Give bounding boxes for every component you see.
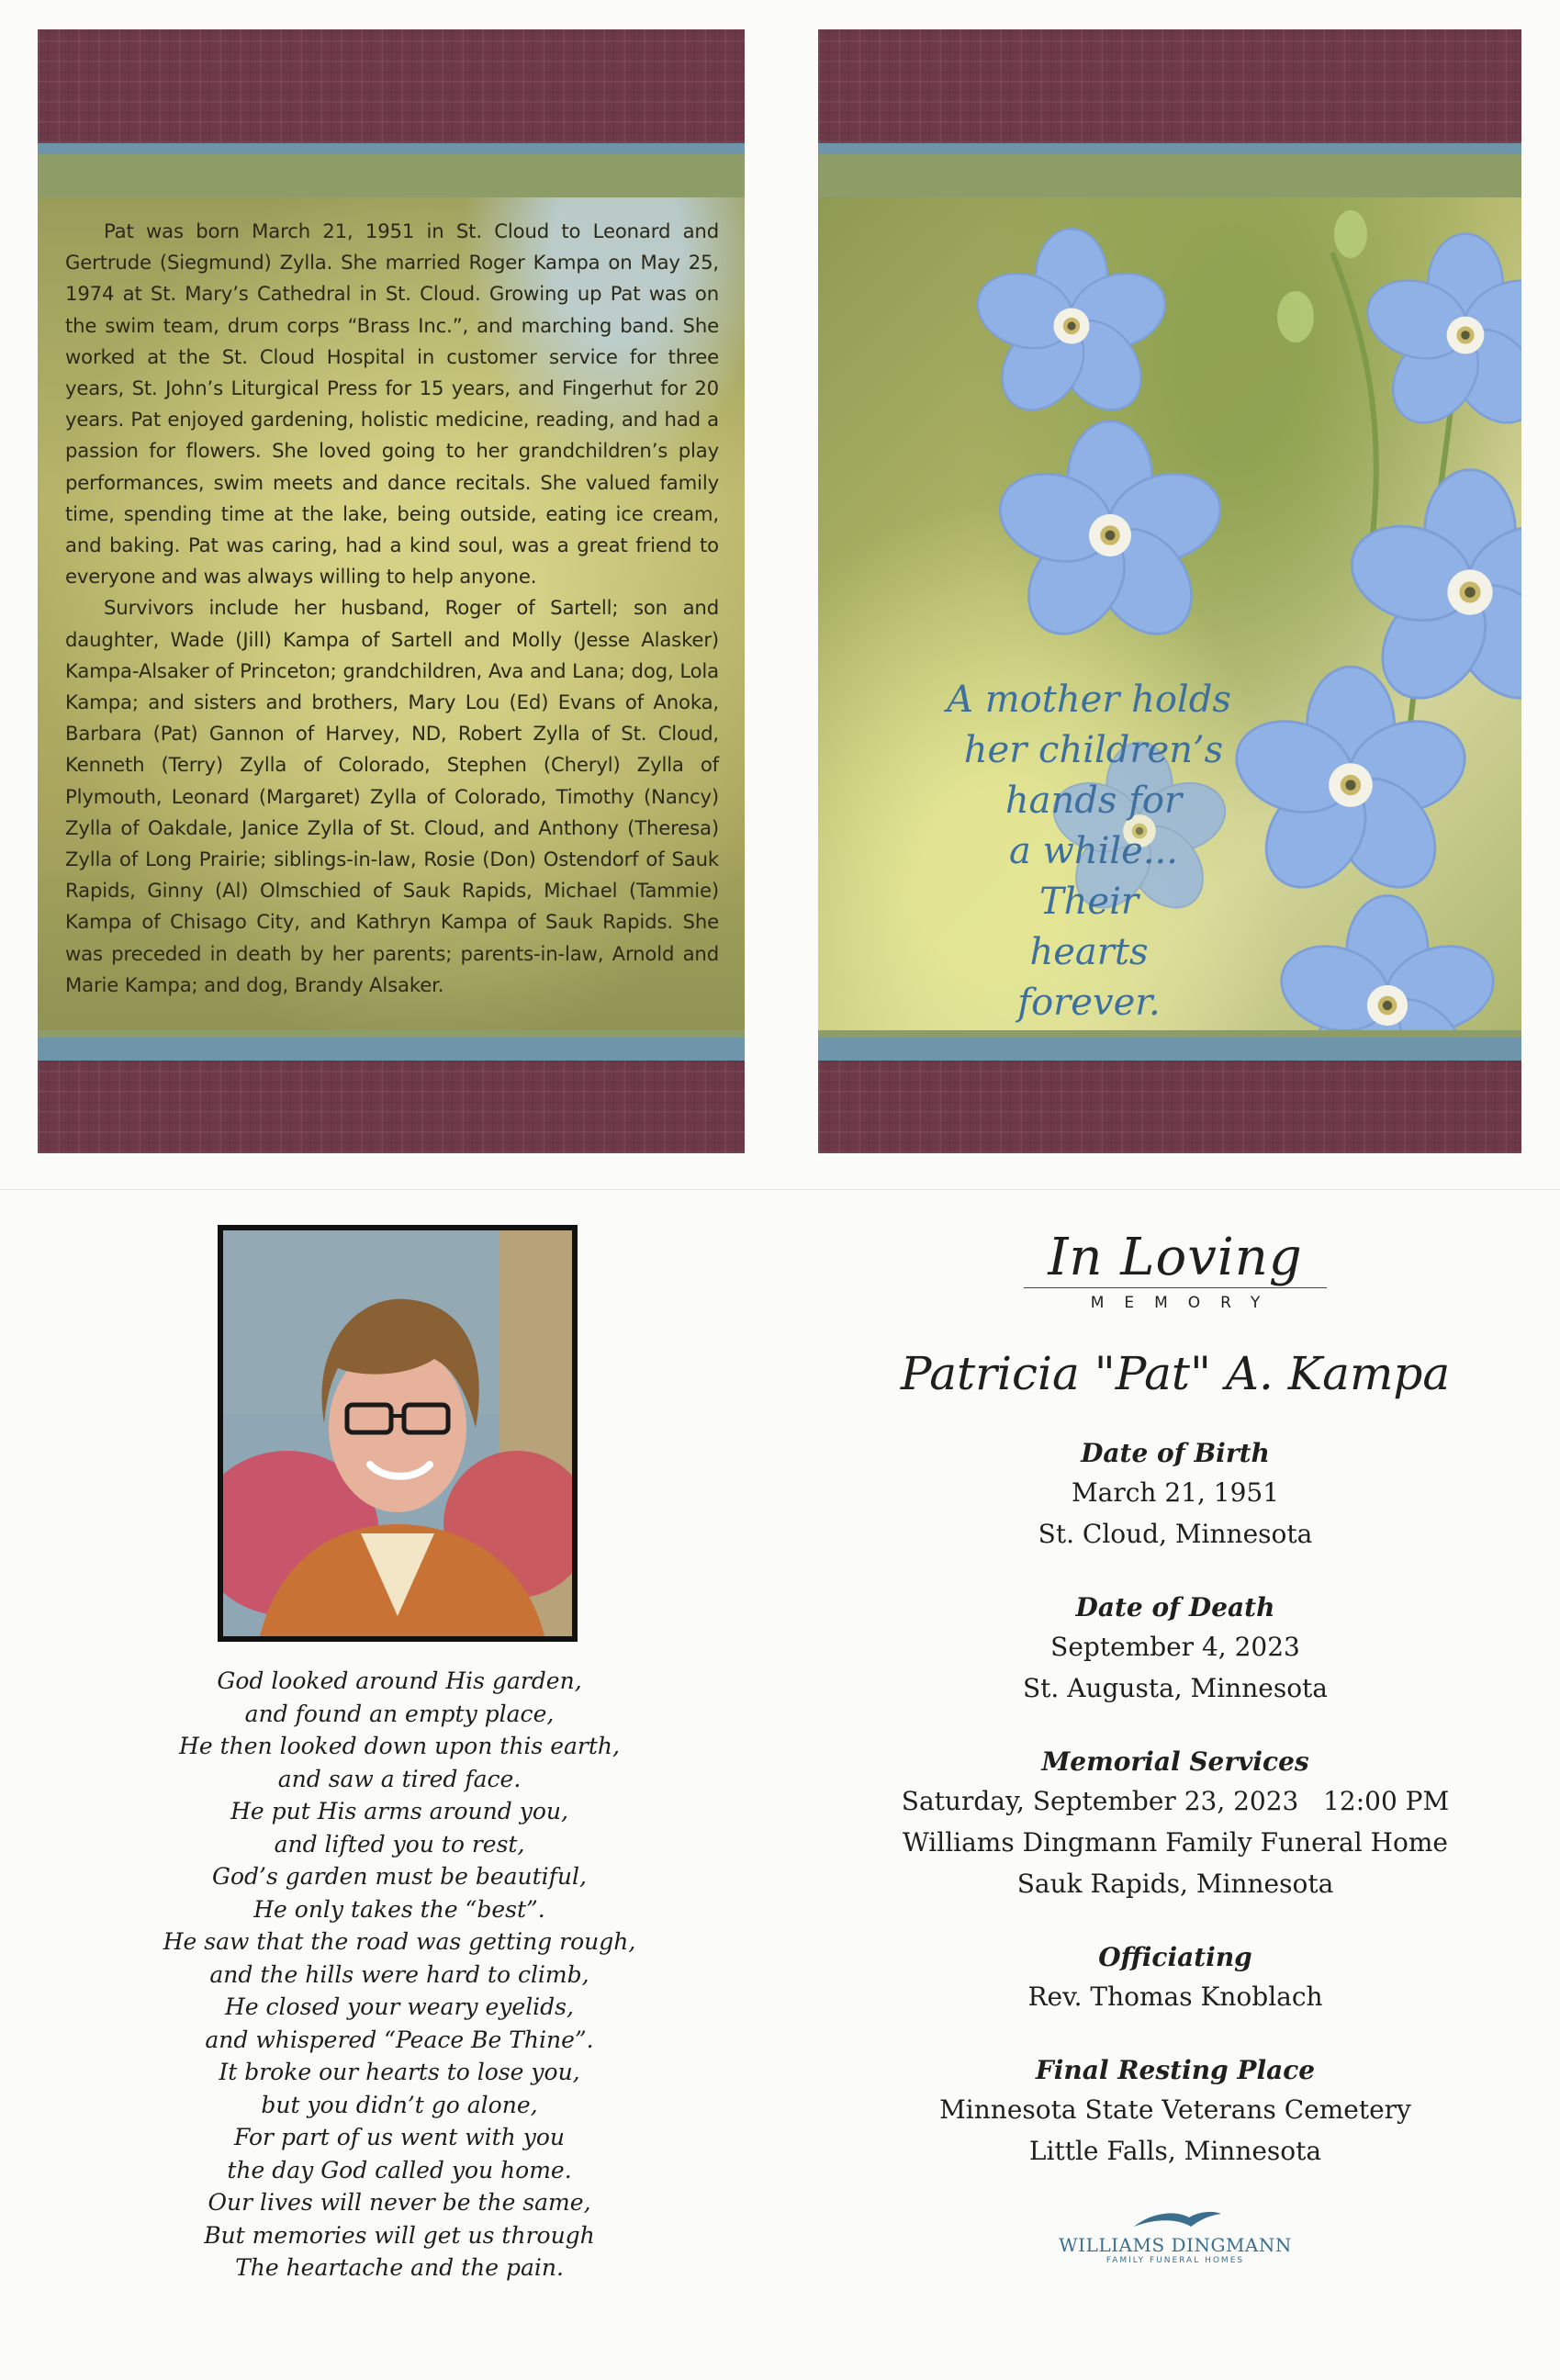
officiant-name: Rev. Thomas Knoblach: [1027, 1981, 1323, 2012]
poem-line: He then looked down upon this earth,: [179, 1733, 620, 1759]
fold-line: [0, 1189, 1560, 1190]
cover-panel: [818, 29, 1521, 1153]
poem-line: The heartache and the pain.: [235, 2254, 564, 2281]
poem-line: and saw a tired face.: [277, 1765, 522, 1792]
poem-line: But memories will get us through: [204, 2221, 595, 2249]
obituary-background: [38, 197, 745, 1061]
poem-line: and the hills were hard to climb,: [209, 1960, 589, 1988]
poem-line: and whispered “Peace Be Thine”.: [205, 2026, 594, 2053]
death-date: September 4, 2023: [1050, 1632, 1300, 1662]
quote-line: a while...: [1009, 830, 1178, 872]
quote-line: hands for: [1004, 780, 1183, 822]
poem-line: He put His arms around you,: [230, 1798, 568, 1824]
cemetery-name: Minnesota State Veterans Cemetery: [939, 2094, 1411, 2125]
portrait-image: [223, 1230, 572, 1636]
birth-title: Date of Birth: [1081, 1438, 1270, 1468]
accent-stripe-bottom: [38, 1030, 745, 1061]
obituary-panel: [38, 29, 745, 1153]
quote-line: A mother holds: [947, 679, 1231, 721]
logo-subtitle: FAMILY FUNERAL HOMES: [1105, 2256, 1245, 2265]
heading-rule: [1024, 1287, 1327, 1288]
poem-line: He closed your weary eyelids,: [225, 1993, 574, 2020]
in-loving-heading: In Loving: [1048, 1228, 1303, 1287]
death-title: Date of Death: [1075, 1592, 1275, 1622]
services-place: Sauk Rapids, Minnesota: [1016, 1869, 1334, 1899]
bird-icon: [1125, 2208, 1226, 2230]
poem-line: It broke our hearts to lose you,: [219, 2059, 580, 2085]
quote-line: her children’s: [963, 729, 1224, 771]
obituary-text: [65, 216, 719, 1001]
quote-line: Their: [1038, 881, 1139, 923]
birth-place: St. Cloud, Minnesota: [1038, 1519, 1313, 1549]
flower-photo: [818, 197, 1521, 1061]
memorial-poem: [92, 1665, 707, 2285]
officiating-title: Officiating: [1098, 1942, 1252, 1972]
cover-quote: [818, 675, 1250, 1028]
services-title: Memorial Services: [1041, 1746, 1309, 1777]
birth-date: March 21, 1951: [1071, 1477, 1280, 1508]
accent-stripe-bottom: [818, 1030, 1521, 1061]
poem-line: but you didn’t go alone,: [261, 2091, 538, 2118]
logo-wordmark: WILLIAMS DINGMANN: [1059, 2234, 1292, 2256]
cemetery-place: Little Falls, Minnesota: [1028, 2136, 1322, 2166]
services-datetime: Saturday, September 23, 2023 12:00 PM: [901, 1786, 1450, 1816]
poem-line: and lifted you to rest,: [274, 1830, 525, 1858]
obituary-paragraph-1: Pat was born March 21, 1951 in St. Cloud to Leonard and Gertrude (Siegmund) Zylla. She married Roger Kampa on May 25, 1974 at St. Mary’s Cathedral in St. Cloud. Growing up Pat was on the swim team, drum corps “Brass Inc.”, and marching band. She worked at the St. Cloud Hospital in customer service for three years, St. John’s Liturgical Press for 15 years, and Fingerhut for 20 years. Pat enjoyed gardening, holistic medicine, reading, and had a passion for flowers. She loved going to her grandchildren’s play performances, swim meets and dance recitals. She valued family time, spending time at the lake, being outside, eating ice cream, and baking. Pat was caring, had a kind soul, was a great friend to everyone and was always willing to help anyone.: [65, 219, 719, 589]
memory-subheading: MEMORY: [1090, 1294, 1281, 1312]
poem-line: God looked around His garden,: [217, 1667, 582, 1694]
poem-line: He only takes the “best”.: [253, 1895, 545, 1923]
portrait-photo: [218, 1225, 578, 1642]
service-details: [881, 1230, 1469, 2265]
poem-line: the day God called you home.: [227, 2156, 572, 2184]
deceased-name: Patricia "Pat" A. Kampa: [900, 1347, 1451, 1400]
obituary-paragraph-2: Survivors include her husband, Roger of Sartell; son and daughter, Wade (Jill) Kampa of Sartell and Molly (Jesse Alasker) Kampa-Alsaker of Princeton; grandchildren, Ava and Lana; dog, Lola Kampa; and sisters and brothers, Mary Lou (Ed) Evans of Anoka, Barbara (Pat) Gannon of Harvey, ND, Robert Zylla of St. Cloud, Kenneth (Terry) Zylla of Colorado, Stephen (Cheryl) Zylla of Plymouth, Leonard (Margaret) Zylla of Colorado, Timothy (Nancy) Zylla of Oakdale, Janice Zylla of St. Cloud, and Anthony (Theresa) Zylla of Long Prairie; siblings-in-law, Rosie (Don) Ostendorf of Sauk Rapids, Ginny (Al) Olmschied of Sauk Rapids, Michael (Tammie) Kampa of Chisago City, and Kathryn Kampa of Sauk Rapids. She was preceded in death by her parents; parents-in-law, Arnold and Marie Kampa; and dog, Brandy Alsaker.: [65, 596, 719, 996]
poem-line: Our lives will never be the same,: [208, 2189, 591, 2216]
quote-line: forever.: [1017, 982, 1161, 1024]
services-venue: Williams Dingmann Family Funeral Home: [903, 1827, 1448, 1858]
accent-stripe-top: [38, 143, 745, 197]
poem-line: He saw that the road was getting rough,: [163, 1928, 636, 1955]
accent-stripe-top: [818, 143, 1521, 197]
decorative-band-top: [38, 29, 745, 143]
death-place: St. Augusta, Minnesota: [1023, 1673, 1328, 1703]
decorative-band-bottom: [38, 1061, 745, 1153]
resting-title: Final Resting Place: [1035, 2055, 1316, 2085]
poem-line: God’s garden must be beautiful,: [212, 1863, 587, 1890]
funeral-home-logo: [881, 2208, 1469, 2265]
quote-line: hearts: [1029, 931, 1149, 973]
decorative-band-top: [818, 29, 1521, 143]
decorative-band-bottom: [818, 1061, 1521, 1153]
poem-line: and found an empty place,: [244, 1700, 555, 1727]
poem-line: For part of us went with you: [234, 2124, 565, 2150]
